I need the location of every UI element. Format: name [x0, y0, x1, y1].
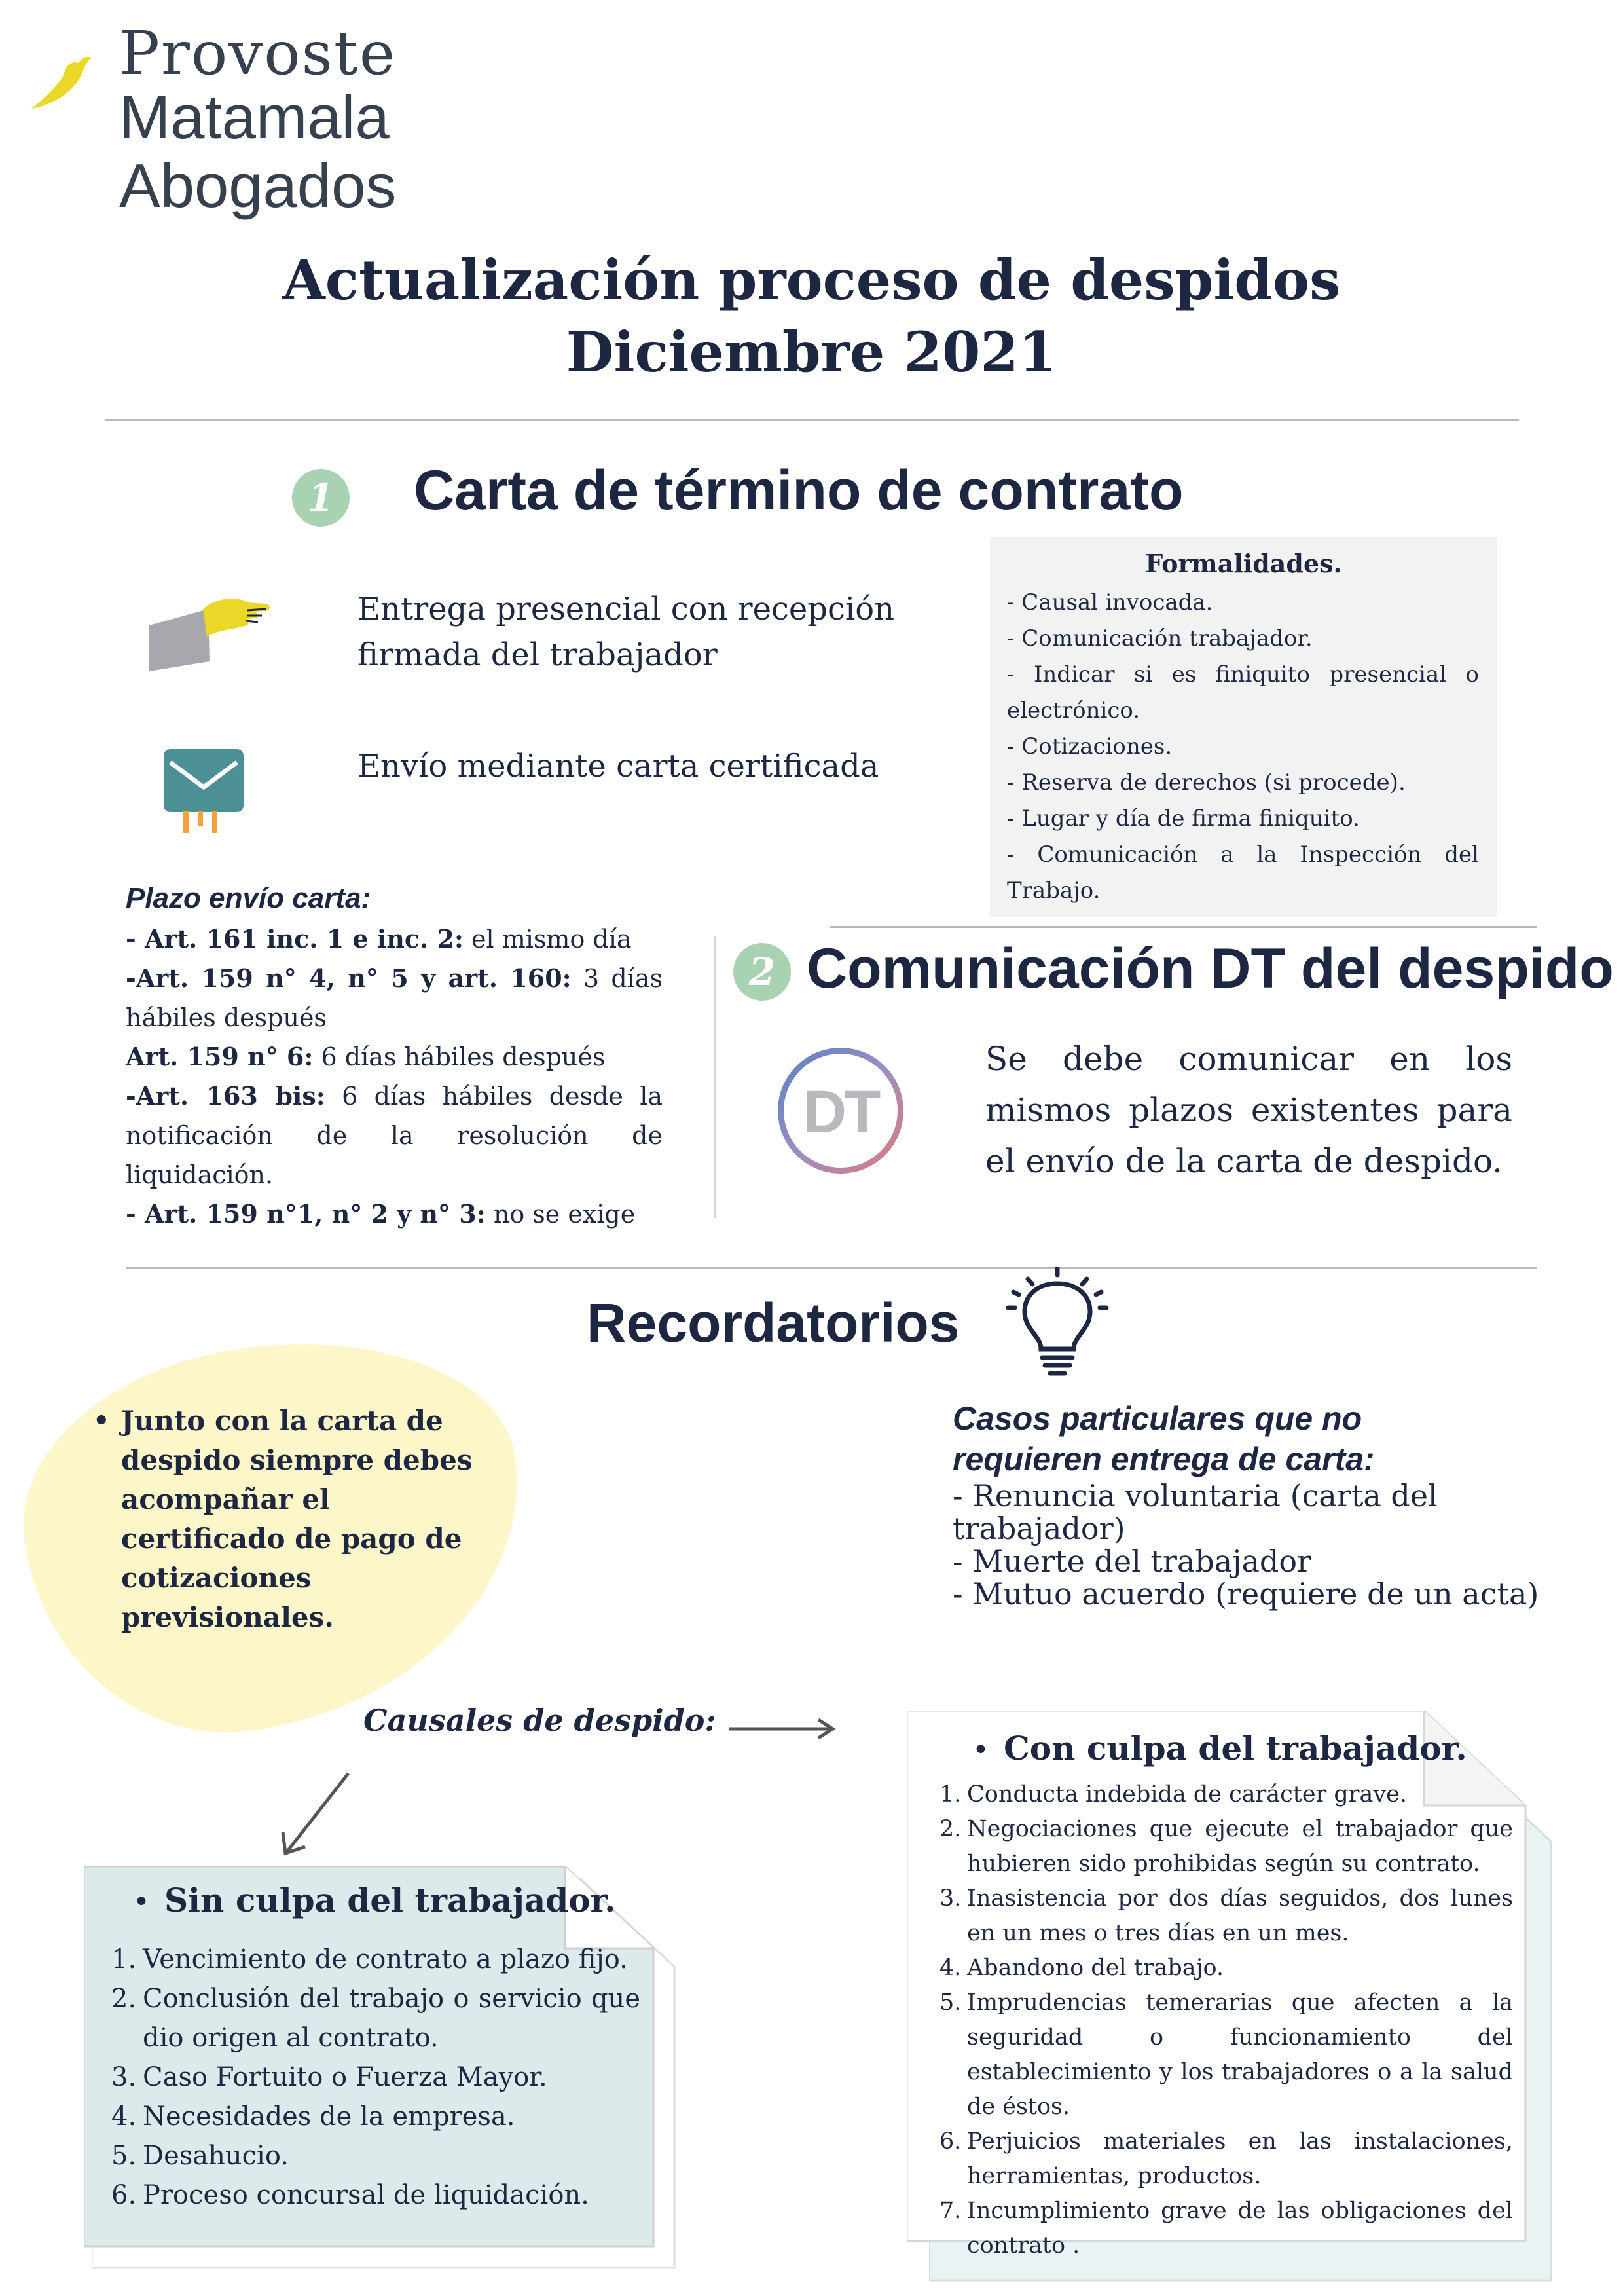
section2-number-badge: 2: [733, 943, 791, 1001]
casos-heading-line2: requieren entrega de carta:: [953, 1441, 1375, 1477]
list-item: 3. Inasistencia por dos días seguidos, dos lunes en un mes o tres días en un mes.: [939, 1885, 1513, 1946]
list-item: 6. Perjuicios materiales en las instalaciones, herramientas, productos.: [939, 2128, 1513, 2189]
list-item: 7. Incumplimiento grave de las obligaciones del contrato .: [939, 2198, 1513, 2259]
caso-item: - Renuncia voluntaria (carta del trabajador): [953, 1478, 1438, 1546]
list-item: 6. Proceso concursal de liquidación.: [111, 2180, 589, 2210]
divider-top: [105, 419, 1519, 421]
con-culpa-title-text: Con culpa del trabajador.: [1003, 1729, 1467, 1768]
column-divider: [714, 936, 716, 1218]
section1-title: Carta de término de contrato: [414, 459, 1184, 522]
plazo-item: - Art. 159 n°1, n° 2 y n° 3: no se exige: [126, 1199, 636, 1229]
lightbulb-icon: [1002, 1267, 1113, 1379]
recordatorios-title: Recordatorios: [587, 1292, 960, 1354]
dt-badge: [778, 1048, 903, 1174]
formalidades-box: [990, 537, 1497, 917]
delivery-item-certificada: Envío mediante carta certificada: [357, 748, 879, 785]
mail-icon: [161, 747, 246, 838]
plazo-item: - Art. 161 inc. 1 e inc. 2: el mismo día: [126, 924, 632, 954]
logo-text-provoste: Provoste: [119, 18, 397, 88]
list-item: 5. Imprudencias temerarias que afecten a la seguridad o funcionamiento del establecimiento y los trabajadores o a la salud de éstos.: [939, 1990, 1513, 2120]
sin-culpa-list: [111, 1940, 640, 2215]
arrow-right-icon: [727, 1716, 838, 1742]
formalidad-item: - Lugar y día de firma finiquito.: [1007, 805, 1360, 832]
page-title-line1: Actualización proceso de despidos: [282, 248, 1341, 312]
con-culpa-card: [907, 1711, 1561, 2287]
divider-section2: [830, 926, 1537, 928]
formalidad-item: - Causal invocada.: [1007, 589, 1213, 616]
casos-heading-line1: Casos particulares que no: [953, 1400, 1362, 1437]
reminder-text: Junto con la carta de despido siempre debes acompañar el certificado de pago de cotizaciones previsionales.: [121, 1405, 473, 1633]
bullet-icon: •: [972, 1733, 989, 1767]
formalidad-item: - Reserva de derechos (si procede).: [1007, 769, 1406, 796]
logo-text-abogados: Abogados: [119, 151, 397, 220]
list-item: 2. Conclusión del trabajo o servicio que dio origen al contrato.: [111, 1984, 640, 2053]
plazo-envio-carta: [126, 878, 663, 1234]
formalidad-item: - Comunicación a la Inspección del Trabajo.: [1007, 842, 1479, 904]
list-item: 4. Necesidades de la empresa.: [111, 2102, 515, 2132]
plazo-item: -Art. 163 bis: 6 días hábiles desde la notificación de la resolución de liquidación.: [126, 1081, 663, 1189]
casos-particulares: [953, 1398, 1575, 1610]
sin-culpa-title-text: Sin culpa del trabajador.: [164, 1881, 616, 1919]
caso-item: - Muerte del trabajador: [953, 1544, 1312, 1579]
plazo-item: Art. 159 n° 6: 6 días hábiles después: [126, 1042, 606, 1071]
dt-badge-label: DT: [803, 1079, 879, 1145]
section2-text: Se debe comunicar en los mismos plazos existentes para el envío de la carta de despido.: [985, 1040, 1512, 1180]
hand-icon: [149, 589, 274, 675]
arrow-down-left-icon: [275, 1768, 354, 1860]
delivery-item-presencial-line2: firmada del trabajador: [357, 637, 718, 673]
bullet-icon: •: [133, 1885, 150, 1919]
formalidad-item: - Indicar si es finiquito presencial o electrónico.: [1007, 661, 1479, 724]
list-item: 2. Negociaciones que ejecute el trabajador que hubieren sido prohibidas según su contrato.: [939, 1816, 1513, 1877]
formalidad-item: - Cotizaciones.: [1007, 733, 1173, 760]
list-item: 4. Abandono del trabajo.: [939, 1955, 1224, 1981]
divider-recordatorios: [126, 1267, 1537, 1269]
bullet-icon: •: [93, 1405, 110, 1436]
delivery-item-presencial-line1: Entrega presencial con recepción: [357, 591, 895, 627]
bird-logo-icon: [26, 46, 98, 118]
section1-number-badge: 1: [292, 469, 350, 527]
sin-culpa-title: [133, 1881, 616, 1919]
con-culpa-title: [972, 1729, 1467, 1768]
section2-title: Comunicación DT del despido: [807, 937, 1614, 1000]
list-item: 1. Vencimiento de contrato a plazo fijo.: [111, 1944, 628, 1974]
plazo-heading: Plazo envío carta:: [126, 882, 371, 914]
con-culpa-list: [939, 1777, 1513, 2263]
caso-item: - Mutuo acuerdo (requiere de un acta): [953, 1576, 1539, 1612]
plazo-item: -Art. 159 n° 4, n° 5 y art. 160: 3 días hábiles después: [126, 963, 663, 1032]
page-title-line2: Diciembre 2021: [566, 320, 1057, 384]
formalidades-heading: Formalidades.: [1145, 549, 1342, 578]
list-item: 1. Conducta indebida de carácter grave.: [939, 1781, 1408, 1807]
sin-culpa-card: [84, 1866, 673, 2263]
formalidad-item: - Comunicación trabajador.: [1007, 625, 1313, 652]
list-item: 3. Caso Fortuito o Fuerza Mayor.: [111, 2062, 547, 2092]
logo-text-matamala: Matamala: [119, 83, 390, 151]
list-item: 5. Desahucio.: [111, 2141, 289, 2171]
reminder-note: [95, 1401, 488, 1637]
causales-label: Causales de despido:: [363, 1703, 716, 1738]
